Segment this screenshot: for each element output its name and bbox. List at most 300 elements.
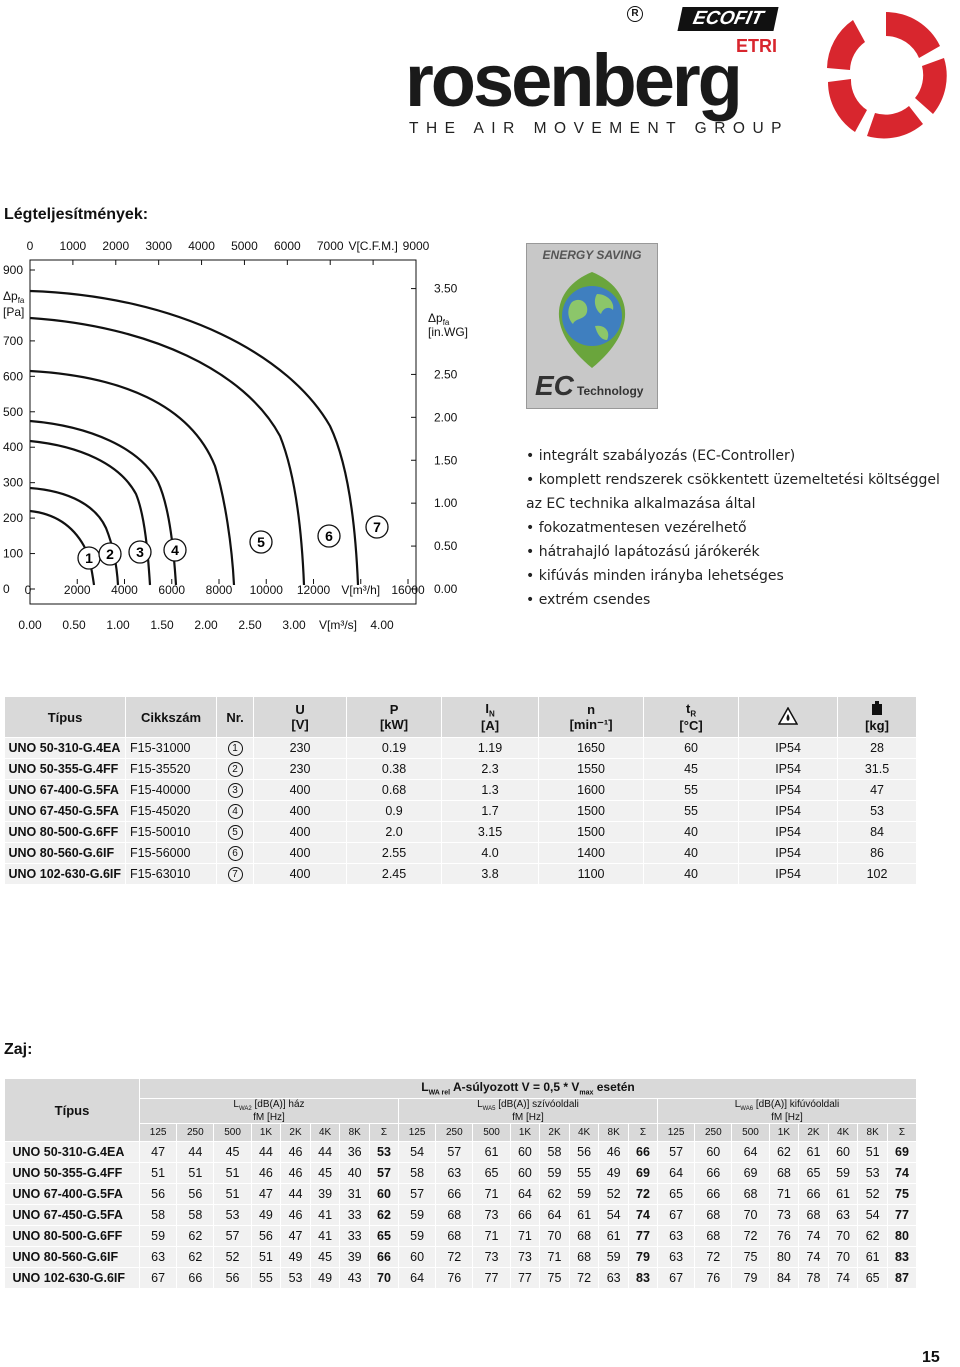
m3s-tick-label: 2.00 [194, 618, 218, 632]
band-header: 2K [540, 1124, 570, 1142]
cell-value: 71 [473, 1226, 510, 1247]
cell-nr [217, 843, 254, 864]
cell-p: 0.19 [347, 738, 442, 759]
cell-p: 0.68 [347, 780, 442, 801]
cell-value: 49 [310, 1268, 340, 1289]
cell-value: 61 [473, 1142, 510, 1163]
cell-value: 80 [887, 1226, 916, 1247]
cell-ip: IP54 [739, 780, 838, 801]
cell-nr [217, 822, 254, 843]
band-header: Σ [369, 1124, 398, 1142]
noise-main-header-row [5, 1079, 917, 1099]
cell-n: 1650 [539, 738, 644, 759]
curve-marker-5 [250, 531, 272, 553]
cell-value: 76 [436, 1268, 473, 1289]
cell-value: 54 [398, 1142, 435, 1163]
cell-value: 60 [510, 1142, 540, 1163]
noise-group-inlet: $L_{WA5}$ [dB(A)] szívóoldali fM [Hz] [398, 1099, 657, 1124]
cell-type: UNO 50-355-G.4FF [5, 759, 126, 780]
band-header: 8K [599, 1124, 629, 1142]
weight-icon [872, 701, 882, 715]
col-power: P [kW] [347, 697, 442, 738]
band-header: 500 [732, 1124, 769, 1142]
band-header: 1K [510, 1124, 540, 1142]
feature-item: • hátrahajló lapátozású járókerék [526, 544, 760, 560]
cell-value: 59 [140, 1226, 177, 1247]
cell-value: 72 [732, 1226, 769, 1247]
m3h-tick-label: 16000 [391, 583, 425, 597]
curve-number-badge: 7 [228, 867, 243, 882]
cell-value: 72 [436, 1247, 473, 1268]
noise-group-housing: $L_{WA2}$ [dB(A)] ház fM [Hz] [140, 1099, 399, 1124]
cell-code: F15-56000 [126, 843, 217, 864]
band-header: Σ [628, 1124, 657, 1142]
inwg-tick-label: 1.50 [434, 453, 458, 468]
curve-number-badge: 2 [228, 762, 243, 777]
cell-type: UNO 102-630-G.6IF [5, 864, 126, 885]
cell-kg: 47 [838, 780, 917, 801]
cell-value: 71 [510, 1226, 540, 1247]
cell-value: 58 [398, 1163, 435, 1184]
cell-value: 68 [769, 1163, 799, 1184]
cell-value: 66 [369, 1247, 398, 1268]
noise-table [4, 1078, 917, 1289]
pa-tick-label: 900 [3, 263, 24, 277]
cell-value: 36 [340, 1142, 370, 1163]
pa-tick-label: 700 [3, 333, 24, 348]
energy-saving-badge [526, 243, 658, 409]
col-speed: n [min⁻¹] [539, 697, 644, 738]
cell-value: 78 [799, 1268, 829, 1289]
cell-value: 47 [281, 1226, 311, 1247]
pa-axis-unit: [Pa] [3, 305, 25, 319]
cell-value: 56 [214, 1268, 251, 1289]
cell-value: 46 [281, 1163, 311, 1184]
cell-kg: 102 [838, 864, 917, 885]
cell-ip: IP54 [739, 864, 838, 885]
warning-triangle-icon [778, 707, 798, 725]
m3h-tick-label: 0 [24, 583, 32, 597]
cell-value: 63 [599, 1268, 629, 1289]
cell-value: 55 [251, 1268, 281, 1289]
cell-value: 53 [858, 1163, 888, 1184]
noise-group-row [5, 1099, 917, 1124]
cell-value: 67 [657, 1205, 694, 1226]
m3h-tick-label: 6000 [158, 583, 186, 597]
feature-item: az EC technika alkalmazása által [526, 496, 756, 512]
curve-marker-4 [164, 539, 186, 561]
cell-value: 60 [828, 1142, 858, 1163]
cell-value: 64 [540, 1205, 570, 1226]
cell-p: 2.45 [347, 864, 442, 885]
cell-value: 62 [540, 1184, 570, 1205]
cell-ip: IP54 [739, 738, 838, 759]
spec-table [4, 696, 917, 885]
cell-value: 58 [540, 1142, 570, 1163]
cell-i: 3.8 [442, 864, 539, 885]
cell-value: 59 [569, 1184, 599, 1205]
cell-value: 65 [799, 1163, 829, 1184]
cfm-tick-label: 5000 [231, 239, 258, 253]
cell-value: 51 [251, 1247, 281, 1268]
cell-value: 54 [599, 1205, 629, 1226]
cell-value: 57 [398, 1184, 435, 1205]
cfm-tick-label: 4000 [188, 239, 215, 253]
cell-p: 2.0 [347, 822, 442, 843]
band-header: 8K [858, 1124, 888, 1142]
cell-value: 70 [732, 1205, 769, 1226]
cell-value: 52 [214, 1247, 251, 1268]
pa-axis-title: $\Delta p_{fa}$ [3, 289, 25, 305]
cell-value: 71 [473, 1184, 510, 1205]
svg-text:1: 1 [85, 550, 93, 566]
m3s-tick-label: 3.00 [282, 618, 306, 632]
band-header: Σ [887, 1124, 916, 1142]
svg-text:6: 6 [325, 528, 333, 544]
cell-value: 83 [628, 1268, 657, 1289]
m3h-tick-label: 2000 [63, 583, 91, 597]
table-row [5, 864, 917, 885]
badge-title: ENERGY SAVING [542, 248, 642, 262]
cell-p: 0.9 [347, 801, 442, 822]
cell-i: 1.19 [442, 738, 539, 759]
cell-value: 73 [473, 1205, 510, 1226]
m3h-tick-label: 10000 [249, 583, 283, 597]
cell-value: 59 [599, 1247, 629, 1268]
noise-main-header: $L_{WA rel}$ A-súlyozott $V = 0,5 * V_{max}$ esetén [140, 1079, 917, 1099]
band-header: 1K [769, 1124, 799, 1142]
cell-value: 66 [695, 1184, 732, 1205]
pa-tick-label: 300 [3, 475, 24, 490]
cell-value: 59 [828, 1163, 858, 1184]
band-header: 8K [340, 1124, 370, 1142]
cell-value: 49 [251, 1205, 281, 1226]
cell-type: UNO 67-400-G.5FA [5, 780, 126, 801]
inwg-axis-title: $\Delta p_{fa}$ [428, 311, 450, 327]
col-voltage: U [V] [254, 697, 347, 738]
inwg-tick-label: 2.00 [434, 410, 458, 425]
cell-t: 40 [644, 843, 739, 864]
cell-value: 52 [599, 1184, 629, 1205]
cell-value: 41 [310, 1226, 340, 1247]
cell-value: 59 [540, 1163, 570, 1184]
cell-value: 33 [340, 1205, 370, 1226]
band-header: 125 [398, 1124, 435, 1142]
cell-t: 55 [644, 780, 739, 801]
cell-value: 45 [214, 1142, 251, 1163]
cell-value: 56 [569, 1142, 599, 1163]
svg-text:3: 3 [136, 544, 144, 560]
m3s-tick-label: 1.50 [150, 618, 174, 632]
m3s-tick-label: 2.50 [238, 618, 262, 632]
cell-value: 68 [695, 1226, 732, 1247]
cell-value: 68 [436, 1205, 473, 1226]
cell-value: 65 [657, 1184, 694, 1205]
inwg-tick-label: 0.00 [434, 582, 458, 596]
cell-value: 39 [340, 1247, 370, 1268]
cell-value: 66 [695, 1163, 732, 1184]
cell-value: 61 [599, 1226, 629, 1247]
cell-value: 66 [799, 1184, 829, 1205]
cell-value: 74 [887, 1163, 916, 1184]
cell-value: 58 [140, 1205, 177, 1226]
inwg-tick-label: 2.50 [434, 367, 458, 382]
cfm-tick-label: 1000 [59, 239, 87, 253]
cell-nr [217, 738, 254, 759]
m3s-tick-label: 0.00 [18, 618, 42, 632]
band-header: 500 [473, 1124, 510, 1142]
cell-value: 44 [281, 1184, 311, 1205]
m3h-tick-label: 8000 [205, 583, 233, 597]
cell-value: 61 [799, 1142, 829, 1163]
cell-value: 49 [281, 1247, 311, 1268]
col-weight: [kg] [838, 697, 917, 738]
cfm-tick-label: 0 [26, 239, 34, 253]
cell-value: 33 [340, 1226, 370, 1247]
cell-nr [217, 780, 254, 801]
feature-item: • fokozatmentesen vezérelhető [526, 520, 747, 536]
cell-value: 60 [510, 1163, 540, 1184]
cell-value: 66 [436, 1184, 473, 1205]
cell-ip: IP54 [739, 822, 838, 843]
cfm-tick-label: 7000 [316, 239, 344, 253]
cell-value: 70 [828, 1226, 858, 1247]
curve-number-badge: 5 [228, 825, 243, 840]
cell-t: 40 [644, 864, 739, 885]
pa-tick-label: 200 [3, 511, 24, 526]
table-row [5, 759, 917, 780]
cell-value: 68 [695, 1205, 732, 1226]
band-header: 125 [140, 1124, 177, 1142]
cell-n: 1500 [539, 801, 644, 822]
cell-n: 1500 [539, 822, 644, 843]
cell-value: 45 [310, 1163, 340, 1184]
cfm-tick-label: 3000 [145, 239, 173, 253]
cell-value: 61 [858, 1247, 888, 1268]
performance-title: Légteljesítmények: [4, 206, 149, 223]
table-row [5, 738, 917, 759]
cell-value: 62 [177, 1226, 214, 1247]
table-row [5, 1247, 917, 1268]
noise-band-row [5, 1124, 917, 1142]
cell-value: 68 [436, 1226, 473, 1247]
cfm-tick-label: 6000 [273, 239, 301, 253]
cell-value: 79 [628, 1247, 657, 1268]
cell-value: 46 [281, 1142, 311, 1163]
cell-value: 69 [887, 1142, 916, 1163]
cell-value: 76 [769, 1226, 799, 1247]
cell-value: 60 [398, 1247, 435, 1268]
cell-value: 67 [657, 1268, 694, 1289]
cell-type: UNO 50-310-G.4EA [5, 1142, 140, 1163]
col-type: Típus [5, 697, 126, 738]
cell-u: 400 [254, 864, 347, 885]
cell-value: 76 [695, 1268, 732, 1289]
cell-value: 74 [828, 1268, 858, 1289]
cell-ip: IP54 [739, 801, 838, 822]
cfm-tick-label: 9000 [402, 239, 430, 253]
m3s-tick-label: 1.00 [106, 618, 130, 632]
cell-value: 65 [858, 1268, 888, 1289]
cell-value: 69 [732, 1163, 769, 1184]
cell-value: 63 [657, 1226, 694, 1247]
cell-n: 1100 [539, 864, 644, 885]
band-header: 4K [569, 1124, 599, 1142]
band-header: 1K [251, 1124, 281, 1142]
cell-n: 1600 [539, 780, 644, 801]
noise-col-type: Típus [5, 1079, 140, 1142]
cell-value: 62 [858, 1226, 888, 1247]
cell-p: 2.55 [347, 843, 442, 864]
cell-value: 64 [510, 1184, 540, 1205]
cell-value: 70 [828, 1247, 858, 1268]
cell-value: 77 [473, 1268, 510, 1289]
table-row [5, 1205, 917, 1226]
cell-value: 70 [540, 1226, 570, 1247]
table-row [5, 801, 917, 822]
cell-value: 62 [369, 1205, 398, 1226]
cell-type: UNO 102-630-G.6IF [5, 1268, 140, 1289]
feature-item: • extrém csendes [526, 592, 651, 608]
cell-value: 44 [177, 1142, 214, 1163]
cell-value: 43 [340, 1268, 370, 1289]
cell-value: 65 [369, 1226, 398, 1247]
cell-kg: 31.5 [838, 759, 917, 780]
cell-value: 63 [657, 1247, 694, 1268]
cell-kg: 28 [838, 738, 917, 759]
cell-type: UNO 67-450-G.5FA [5, 1205, 140, 1226]
cell-t: 40 [644, 822, 739, 843]
band-header: 250 [695, 1124, 732, 1142]
cell-type: UNO 50-355-G.4FF [5, 1163, 140, 1184]
cell-value: 51 [140, 1163, 177, 1184]
cell-kg: 84 [838, 822, 917, 843]
cell-value: 46 [251, 1163, 281, 1184]
curve-number-badge: 4 [228, 804, 243, 819]
curve-number-badge: 6 [228, 846, 243, 861]
col-nr: Nr. [217, 697, 254, 738]
cell-value: 40 [340, 1163, 370, 1184]
m3s-tick-label: 4.00 [370, 618, 394, 632]
cell-value: 62 [769, 1142, 799, 1163]
cell-value: 59 [398, 1226, 435, 1247]
feature-item: • komplett rendszerek csökkentett üzemeltetési költséggel [526, 472, 940, 488]
pa-tick-label: 400 [3, 440, 24, 455]
badge-ec: EC [535, 370, 574, 401]
cell-value: 46 [599, 1142, 629, 1163]
cell-value: 54 [858, 1205, 888, 1226]
curve-marker-1 [78, 547, 100, 569]
cell-i: 2.3 [442, 759, 539, 780]
m3h-tick-label: 12000 [296, 583, 331, 597]
cell-value: 75 [887, 1184, 916, 1205]
m3s-tick-label: V[m³/s] [319, 618, 357, 632]
cell-value: 39 [310, 1184, 340, 1205]
cell-ip: IP54 [739, 843, 838, 864]
cell-code: F15-63010 [126, 864, 217, 885]
fan-curve-2 [30, 488, 118, 585]
cell-type: UNO 80-500-G.6FF [5, 822, 126, 843]
cell-value: 61 [569, 1205, 599, 1226]
cell-value: 68 [732, 1184, 769, 1205]
fan-curve-7 [30, 291, 358, 585]
cell-value: 70 [369, 1268, 398, 1289]
cell-value: 63 [436, 1163, 473, 1184]
cell-value: 55 [569, 1163, 599, 1184]
m3h-tick-label: V[m³/h] [341, 583, 381, 597]
band-header: 4K [828, 1124, 858, 1142]
svg-text:4: 4 [171, 542, 179, 558]
cell-code: F15-50010 [126, 822, 217, 843]
cfm-tick-label: V[C.F.M.] [348, 239, 398, 253]
pa-tick-label: 500 [3, 404, 24, 419]
noise-title: Zaj: [4, 1041, 33, 1058]
cell-value: 64 [732, 1142, 769, 1163]
fan-logo-icon [823, 6, 949, 144]
cell-value: 60 [369, 1184, 398, 1205]
feature-item: • integrált szabályozás (EC-Controller) [526, 448, 796, 464]
cell-value: 53 [369, 1142, 398, 1163]
table-row [5, 1268, 917, 1289]
etri-logo: ETRI [736, 36, 778, 56]
spec-header-row [5, 697, 917, 738]
cell-type: UNO 50-310-G.4EA [5, 738, 126, 759]
ecofit-logo: ECOFIT [677, 7, 778, 31]
col-protection [739, 697, 838, 738]
cell-nr [217, 759, 254, 780]
cell-n: 1400 [539, 843, 644, 864]
cell-code: F15-45020 [126, 801, 217, 822]
cell-i: 4.0 [442, 843, 539, 864]
table-row [5, 843, 917, 864]
cell-value: 64 [657, 1163, 694, 1184]
cell-value: 73 [769, 1205, 799, 1226]
cell-value: 61 [828, 1184, 858, 1205]
inwg-tick-label: 0.50 [434, 539, 458, 554]
table-row [5, 780, 917, 801]
badge-technology: Technology [577, 384, 644, 398]
cell-value: 57 [657, 1142, 694, 1163]
band-header: 250 [177, 1124, 214, 1142]
cell-value: 44 [310, 1142, 340, 1163]
cell-value: 53 [214, 1205, 251, 1226]
cell-code: F15-35520 [126, 759, 217, 780]
cell-value: 63 [140, 1247, 177, 1268]
cell-value: 44 [251, 1142, 281, 1163]
cell-value: 80 [769, 1247, 799, 1268]
brand-tagline: THE AIR MOVEMENT GROUP [409, 120, 790, 137]
cell-value: 68 [569, 1226, 599, 1247]
cell-value: 74 [628, 1205, 657, 1226]
brand-logo: rosenberg [405, 39, 740, 122]
cell-value: 68 [799, 1205, 829, 1226]
m3h-tick-label: 4000 [111, 583, 138, 597]
cell-t: 45 [644, 759, 739, 780]
cell-value: 57 [214, 1226, 251, 1247]
cell-value: 57 [369, 1163, 398, 1184]
cell-value: 79 [732, 1268, 769, 1289]
table-row [5, 1163, 917, 1184]
page-number: 15 [922, 1349, 940, 1366]
cell-value: 66 [177, 1268, 214, 1289]
feature-item: • kifúvás minden irányba lehetséges [526, 568, 784, 584]
cell-value: 56 [177, 1184, 214, 1205]
pa-tick-label: 600 [3, 369, 24, 384]
cell-code: F15-40000 [126, 780, 217, 801]
cell-i: 1.3 [442, 780, 539, 801]
cell-code: F15-31000 [126, 738, 217, 759]
fan-curves [30, 291, 358, 585]
